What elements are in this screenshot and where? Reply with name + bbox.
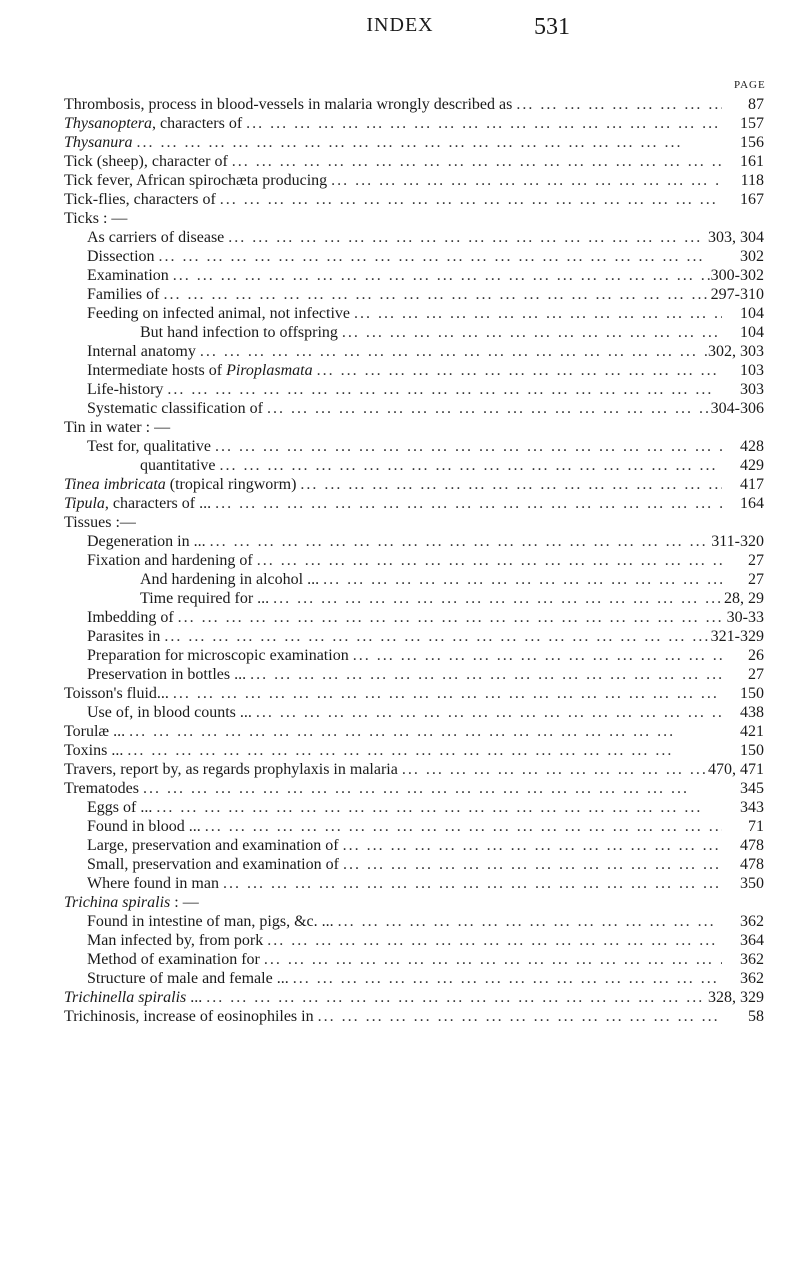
index-entry-pages: 302, 303 [708, 343, 764, 360]
index-entries [64, 96, 764, 1027]
leader-dots [269, 590, 722, 608]
index-entry-pages: 164 [740, 495, 764, 512]
index-entry-term [64, 229, 224, 247]
index-entry-pages: 478 [740, 856, 764, 873]
index-entry-term-main: Feeding on infected animal, not infective [87, 305, 351, 322]
leader-dots [169, 685, 722, 703]
index-entry-term [64, 989, 202, 1007]
index-entry [64, 286, 764, 305]
index-entry-pages: 297-310 [710, 286, 764, 303]
index-entry-term [64, 115, 242, 133]
index-entry-term [64, 894, 199, 912]
index-entry-term-main: Intermediate hosts of [87, 362, 227, 379]
index-entry-term [64, 324, 338, 342]
index-entry-pages: 28, 29 [724, 590, 764, 607]
index-entry-term-main: Thrombosis, process in blood-vessels in malaria wrongly described as [64, 96, 513, 113]
index-entry-term-main: Degeneration in ... [87, 533, 206, 550]
index-entry-term-main: Tin in water : — [64, 419, 171, 436]
index-entry-term-main: Trichinosis, increase of eosinophiles in [64, 1008, 314, 1025]
index-entry-term-main: Where found in man [87, 875, 219, 892]
index-entry [64, 495, 764, 514]
leader-dots [349, 647, 722, 665]
index-entry-term-main: Man infected by, from pork [87, 932, 264, 949]
index-entry [64, 970, 764, 989]
index-entry-pages: 27 [748, 666, 764, 683]
index-entry-term [64, 514, 136, 532]
leader-dots [242, 115, 722, 133]
leader-dots [263, 932, 722, 950]
index-entry-term [64, 343, 196, 361]
index-entry-term-main: Tick fever, African spirochæta producing [64, 172, 328, 189]
index-entry-pages: 161 [740, 153, 764, 170]
index-entry [64, 666, 764, 685]
page-column-label: PAGE [734, 79, 766, 91]
index-entry-term [64, 647, 349, 665]
index-entry-term [64, 837, 339, 855]
index-entry-term-main: Internal anatomy [87, 343, 196, 360]
index-entry [64, 476, 764, 495]
index-entry-term-main: And hardening in alcohol ... [140, 571, 320, 588]
index-entry-term-main: Thysanura [64, 134, 133, 151]
index-entry [64, 267, 764, 286]
index-entry-pages: 303, 304 [708, 229, 764, 246]
index-entry-term-main: Eggs of ... [87, 799, 153, 816]
index-entry-term-suffix: , characters of ... [104, 495, 212, 512]
index-entry-pages: 421 [740, 723, 764, 740]
index-entry-pages: 302 [740, 248, 764, 265]
index-entry [64, 742, 764, 761]
leader-dots [263, 400, 711, 418]
index-entry-term-main: Tissues :— [64, 514, 136, 531]
index-entry-pages: 478 [740, 837, 764, 854]
index-entry-term-main: Trematodes [64, 780, 139, 797]
index-entry-term-main: Thysanoptera [64, 115, 152, 132]
index-entry [64, 818, 764, 837]
index-entry-term-main: Families of [87, 286, 160, 303]
index-entry [64, 552, 764, 571]
index-entry [64, 381, 764, 400]
index-entry [64, 400, 764, 419]
index-entry [64, 723, 764, 742]
index-entry-pages: 304-306 [710, 400, 764, 417]
index-entry-pages: 343 [740, 799, 764, 816]
index-entry-term [64, 134, 132, 152]
index-entry-term [64, 913, 334, 931]
leader-dots [296, 476, 722, 494]
index-entry [64, 628, 764, 647]
index-entry-term-main: Large, preservation and examination of [87, 837, 339, 854]
index-entry [64, 932, 764, 951]
index-entry [64, 875, 764, 894]
index-entry [64, 704, 764, 723]
leader-dots [219, 875, 722, 893]
index-entry-term-main: quantitative [140, 457, 216, 474]
index-entry-term-main: Time required for ... [140, 590, 270, 607]
index-entry-pages: 167 [740, 191, 764, 208]
index-entry [64, 153, 764, 172]
index-entry-term [64, 856, 339, 874]
index-entry-pages: 328, 329 [708, 989, 764, 1006]
leader-dots [338, 324, 722, 342]
leader-dots [314, 1008, 722, 1026]
leader-dots [152, 799, 722, 817]
index-entry-term [64, 951, 260, 969]
index-entry-term-main: Trichina spiralis [64, 894, 171, 911]
leader-dots [139, 780, 722, 798]
index-entry [64, 248, 764, 267]
index-entry [64, 799, 764, 818]
index-entry [64, 172, 764, 191]
index-entry-pages: 87 [748, 96, 764, 113]
index-entry-term [64, 438, 211, 456]
leader-dots [169, 267, 711, 285]
leader-dots [327, 172, 722, 190]
index-entry-term [64, 742, 123, 760]
index-entry-term-main: Tipula [64, 495, 105, 512]
index-entry [64, 913, 764, 932]
leader-dots [196, 343, 708, 361]
index-entry-term-main: Torulæ ... [64, 723, 126, 740]
index-entry-term-main: Toisson's fluid... [64, 685, 169, 702]
index-entry [64, 685, 764, 704]
index-entry-pages: 364 [740, 932, 764, 949]
index-entry-term [64, 818, 201, 836]
index-entry [64, 571, 764, 590]
leader-dots [224, 229, 708, 247]
index-entry [64, 951, 764, 970]
index-entry [64, 362, 764, 381]
index-entry-term [64, 723, 125, 741]
index-entry-term-main: Dissection [87, 248, 155, 265]
index-entry-term-main: As carriers of disease [87, 229, 225, 246]
index-entry-term-main: Trichinella spiralis [64, 989, 187, 1006]
index-entry [64, 1008, 764, 1027]
index-entry [64, 533, 764, 552]
index-entry-term-main: Tick-flies, characters of [64, 191, 216, 208]
leader-dots [334, 913, 722, 931]
index-entry-term-main: Small, preservation and examination of [87, 856, 339, 873]
index-entry-term-main: Systematic classification of [87, 400, 263, 417]
index-entry-term [64, 875, 219, 893]
index-entry-term [64, 685, 169, 703]
index-entry [64, 343, 764, 362]
index-entry-term-main: Fixation and hardening of [87, 552, 253, 569]
leader-dots [398, 761, 708, 779]
index-entry-pages: 150 [740, 742, 764, 759]
index-entry [64, 229, 764, 248]
index-entry-term [64, 932, 263, 950]
leader-dots [155, 248, 722, 266]
index-entry-term-main: Preservation in bottles ... [87, 666, 247, 683]
index-entry-term [64, 780, 139, 798]
index-entry-term-main: But hand infection to offspring [140, 324, 338, 341]
index-entry-term [64, 476, 296, 494]
leader-dots [260, 951, 722, 969]
index-entry [64, 115, 764, 134]
leader-dots [313, 362, 722, 380]
index-entry-pages: 417 [740, 476, 764, 493]
leader-dots [163, 381, 722, 399]
index-entry-pages: 118 [740, 172, 764, 189]
index-entry-pages: 429 [740, 457, 764, 474]
index-entry-term-main: Method of examination for [87, 951, 260, 968]
index-entry-term-suffix: : — [170, 894, 199, 911]
leader-dots [159, 286, 710, 304]
index-entry [64, 191, 764, 210]
index-entry-pages: 303 [740, 381, 764, 398]
leader-dots [289, 970, 722, 988]
index-entry-pages: 27 [748, 571, 764, 588]
index-entry [64, 856, 764, 875]
index-entry [64, 419, 764, 438]
index-entry-term-main: Tinea imbricata [64, 476, 166, 493]
index-entry-term-main: Found in intestine of man, pigs, &c. ... [87, 913, 334, 930]
leader-dots [339, 856, 722, 874]
index-entry [64, 438, 764, 457]
index-entry-pages: 311-320 [711, 533, 764, 550]
index-entry-pages: 470, 471 [708, 761, 764, 778]
leader-dots [246, 666, 722, 684]
index-entry-term-main: Parasites in [87, 628, 161, 645]
index-entry-term [64, 419, 170, 437]
index-entry-pages: 157 [740, 115, 764, 132]
index-entry-term-main: Preparation for microscopic examination [87, 647, 349, 664]
index-entry-term [64, 172, 327, 190]
index-entry-pages: 104 [740, 305, 764, 322]
index-entry [64, 590, 764, 609]
index-entry-term [64, 267, 169, 285]
index-entry-term-suffix: ... [186, 989, 203, 1006]
index-entry [64, 210, 764, 229]
index-entry-term [64, 381, 163, 399]
leader-dots [211, 438, 722, 456]
index-entry-term [64, 286, 159, 304]
index-entry-pages: 321-329 [710, 628, 764, 645]
index-entry-term [64, 609, 174, 627]
index-entry-term [64, 191, 216, 209]
index-entry-term [64, 362, 313, 380]
index-entry-term-main: Tick (sheep), character of [64, 153, 228, 170]
index-entry-pages: 58 [748, 1008, 764, 1025]
index-entry-term [64, 153, 228, 171]
leader-dots [201, 818, 722, 836]
index-entry-term [64, 704, 252, 722]
page-number: 531 [534, 14, 570, 40]
leader-dots [174, 609, 722, 627]
index-entry-term [64, 248, 155, 266]
index-entry-term-main: Ticks : — [64, 210, 128, 227]
index-entry-pages: 345 [740, 780, 764, 797]
leader-dots [211, 495, 722, 513]
index-entry-term [64, 552, 253, 570]
index-entry-term [64, 305, 350, 323]
leader-dots [253, 552, 722, 570]
index-entry-term [64, 628, 160, 646]
leader-dots [216, 457, 722, 475]
index-entry [64, 609, 764, 628]
index-entry [64, 514, 764, 533]
leader-dots [132, 134, 722, 152]
index-entry-pages: 362 [740, 970, 764, 987]
leader-dots [319, 571, 722, 589]
index-entry [64, 305, 764, 324]
index-entry-term [64, 666, 246, 684]
leader-dots [339, 837, 722, 855]
index-entry [64, 324, 764, 343]
index-entry-term [64, 571, 319, 589]
index-entry-pages: 428 [740, 438, 764, 455]
leader-dots [228, 153, 722, 171]
leader-dots [350, 305, 722, 323]
leader-dots [512, 96, 722, 114]
leader-dots [160, 628, 710, 646]
index-entry-term [64, 400, 263, 418]
index-entry-pages: 71 [748, 818, 764, 835]
leader-dots [202, 989, 708, 1007]
index-entry-term [64, 799, 152, 817]
index-entry-pages: 30-33 [726, 609, 764, 626]
index-entry [64, 761, 764, 780]
leader-dots [125, 723, 722, 741]
index-entry-pages: 104 [740, 324, 764, 341]
index-entry [64, 780, 764, 799]
leader-dots [123, 742, 722, 760]
index-entry-term-main: Travers, report by, as regards prophylaxis in malaria [64, 761, 398, 778]
index-entry-term-main: Structure of male and female ... [87, 970, 289, 987]
index-entry [64, 894, 764, 913]
index-entry-pages: 103 [740, 362, 764, 379]
index-entry-term [64, 590, 269, 608]
index-entry-term-italic: Piroplasmata [226, 362, 313, 379]
index-entry-term-main: Toxins ... [64, 742, 124, 759]
index-entry-pages: 350 [740, 875, 764, 892]
index-entry-pages: 150 [740, 685, 764, 702]
index-entry-pages: 300-302 [710, 267, 764, 284]
index-entry-pages: 438 [740, 704, 764, 721]
page-title: INDEX [366, 14, 434, 36]
index-entry-term [64, 761, 398, 779]
index-entry [64, 837, 764, 856]
index-entry-term-suffix: , characters of [152, 115, 243, 132]
index-entry-term-main: Life-history [87, 381, 164, 398]
index-entry-pages: 362 [740, 951, 764, 968]
index-entry-pages: 362 [740, 913, 764, 930]
index-entry-term-main: Imbedding of [87, 609, 174, 626]
index-entry [64, 647, 764, 666]
index-entry [64, 457, 764, 476]
index-entry-term-main: Found in blood ... [87, 818, 201, 835]
leader-dots [206, 533, 712, 551]
index-entry-term-main: Examination [87, 267, 169, 284]
index-entry-pages: 156 [740, 134, 764, 151]
index-entry [64, 134, 764, 153]
index-entry-term [64, 495, 211, 513]
index-entry-term-suffix: (tropical ringworm) [165, 476, 297, 493]
index-entry-term [64, 1008, 314, 1026]
index-entry-pages: 26 [748, 647, 764, 664]
index-entry-term [64, 96, 512, 114]
leader-dots [216, 191, 722, 209]
leader-dots [252, 704, 722, 722]
index-entry-term-main: Use of, in blood counts ... [87, 704, 252, 721]
index-entry-pages: 27 [748, 552, 764, 569]
index-entry [64, 96, 764, 115]
index-entry-term [64, 533, 206, 551]
index-entry [64, 989, 764, 1008]
index-entry-term-main: Test for, qualitative [87, 438, 211, 455]
index-entry-term [64, 970, 289, 988]
index-entry-term [64, 210, 127, 228]
index-entry-term [64, 457, 216, 475]
